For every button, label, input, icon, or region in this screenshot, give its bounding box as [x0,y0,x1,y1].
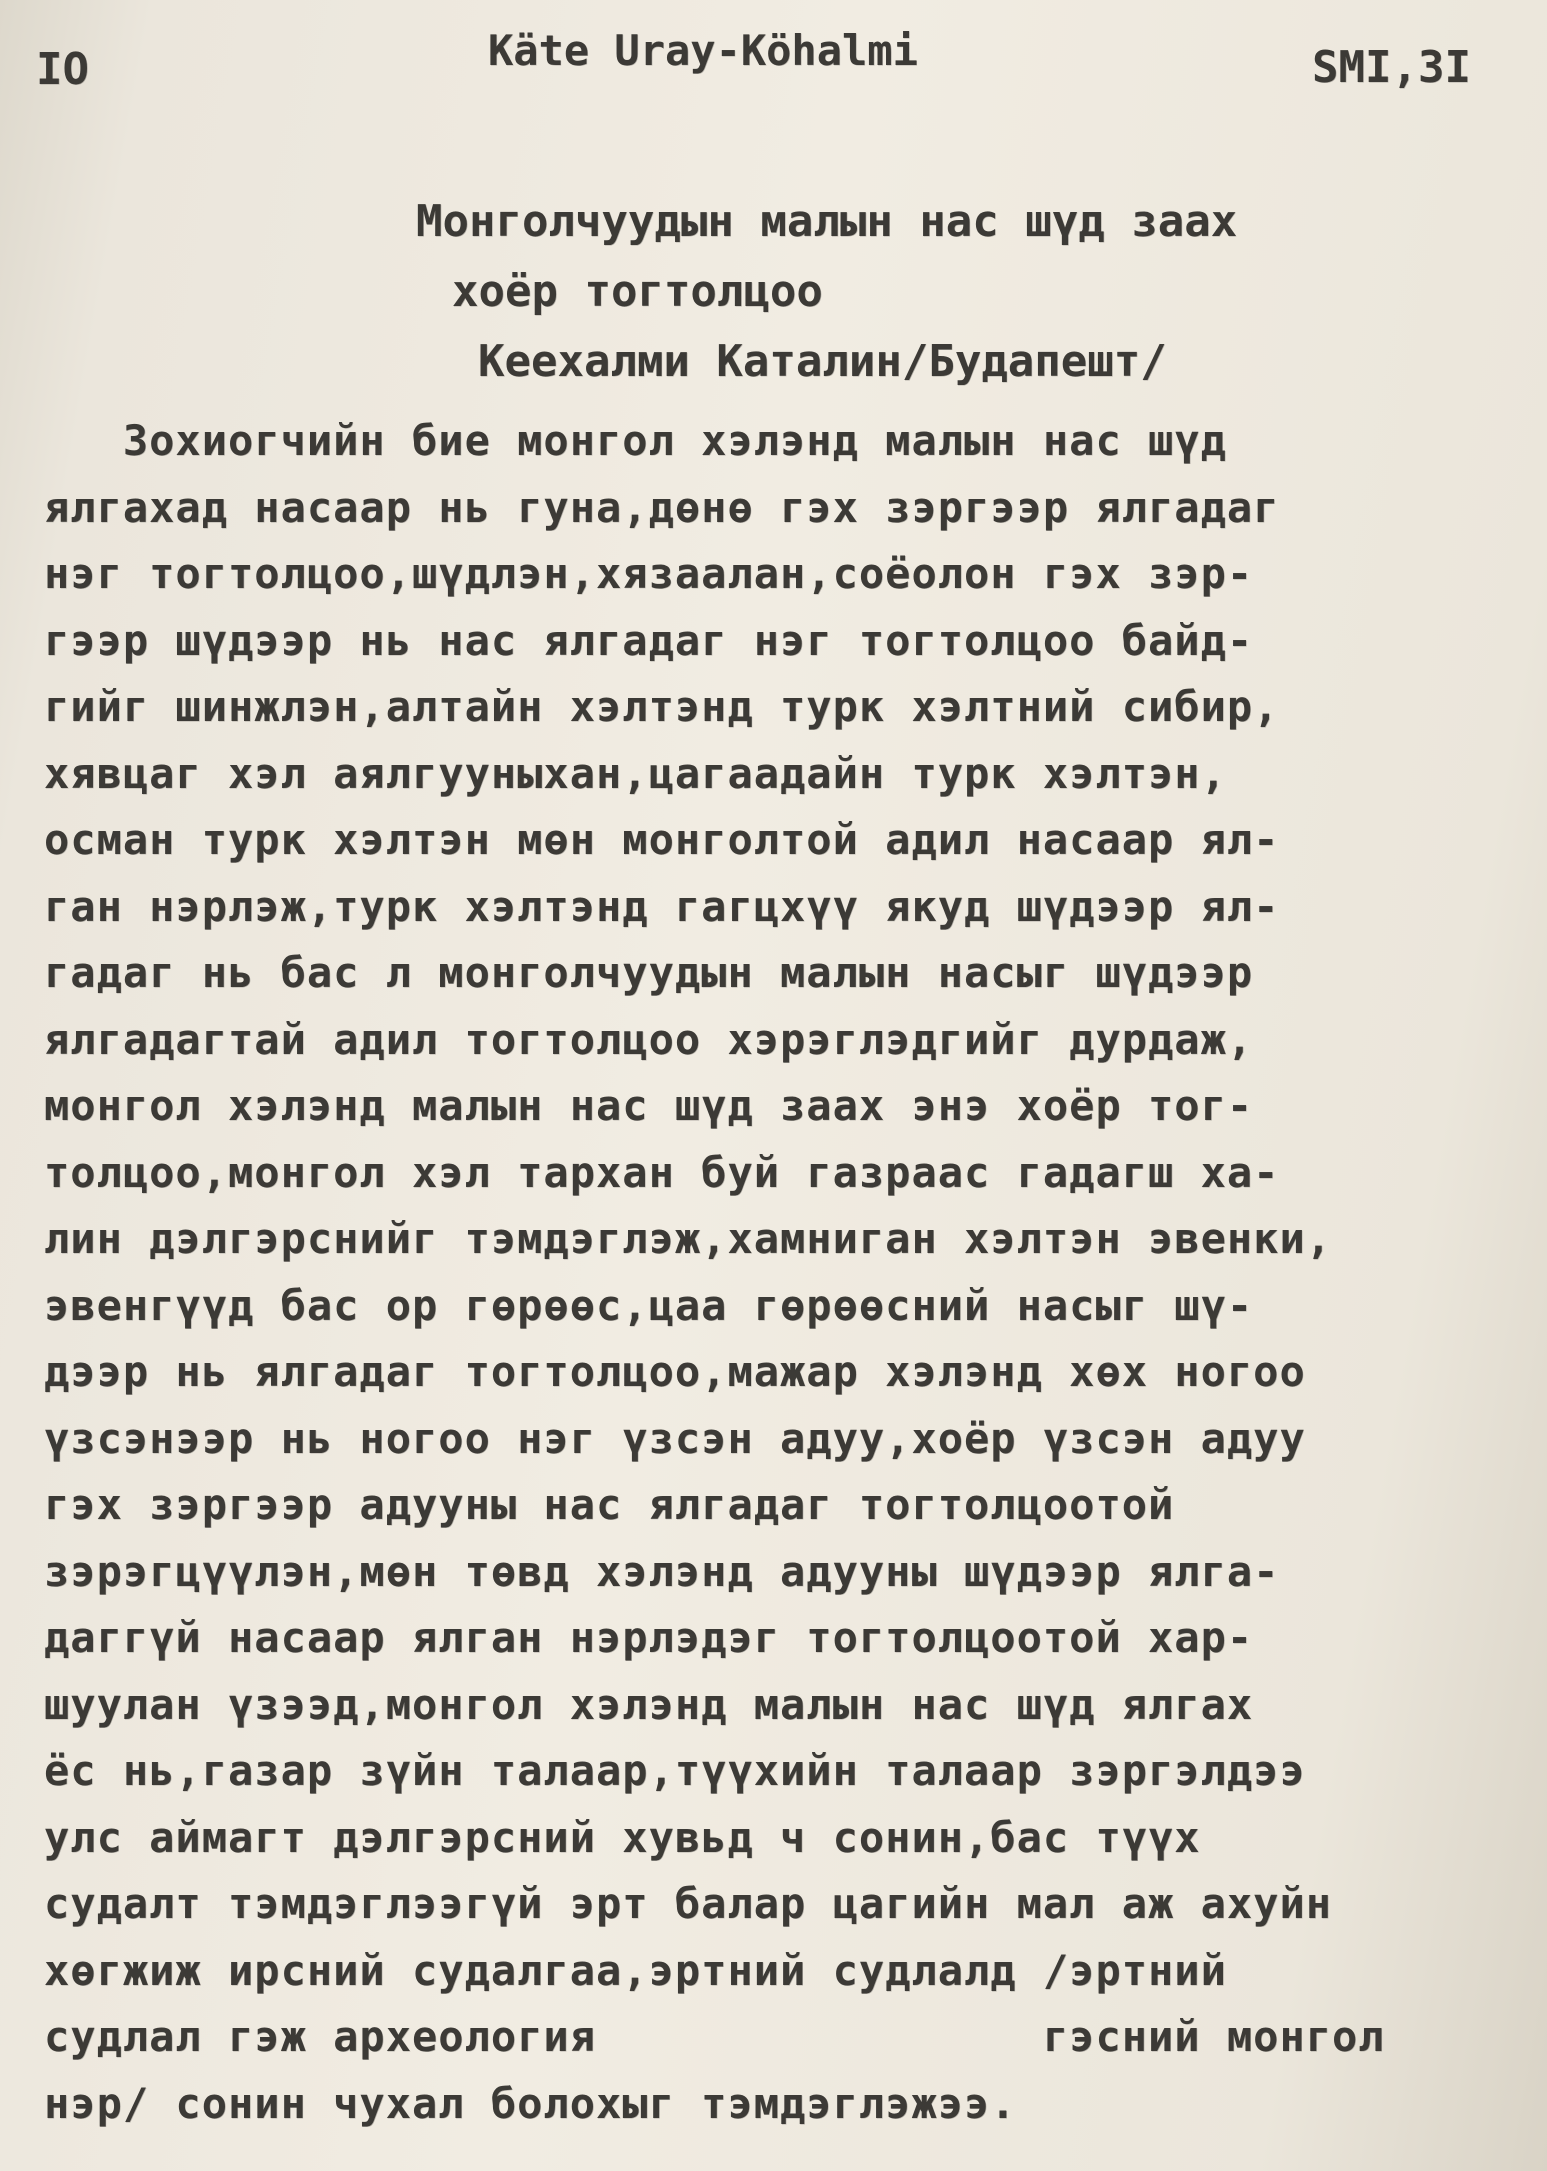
body-line: гадаг нь бас л монголчуудын малын насыг шүдээр [44,948,1254,997]
body-line: гийг шинжлэн,алтайн хэлтэнд турк хэлтний сибир, [44,682,1280,731]
body-line: толцоо,монгол хэл тархан буй газраас гадагш ха- [44,1147,1280,1197]
body-line: даггүй насаар ялган нэрлэдэг тогтолцоотой хар- [44,1613,1254,1662]
body-line: судалт тэмдэглээгүй эрт балар цагийн мал аж ахуйн [44,1879,1333,1928]
page-header [0,22,1547,95]
body-line: ган нэрлэж,турк хэлтэнд гагцхүү якуд шүдээр ял- [44,881,1280,931]
article-author-line: Кеехалми Каталин/Будапешт/ [478,336,1167,387]
page-number: IO [36,44,89,95]
body-line: дээр нь ялгадаг тогтолцоо,мажар хэлэнд хөх ногоо [44,1347,1306,1396]
body-line: ялгахад насаар нь гуна,дөнө гэх зэргээр ялгадаг [44,482,1280,532]
running-title: Käte Uray-Köhalmi [488,26,918,75]
body-line: монгол хэлэнд малын нас шүд заах энэ хоёр тог- [44,1081,1254,1130]
article-title-line-1: Монголчуудын малын нас шүд заах [416,196,1238,247]
body-paragraph [44,408,1514,2137]
body-line: улс аймагт дэлгэрсний хувьд ч сонин,бас түүх [44,1812,1201,1862]
body-line: хөгжиж ирсний судалгаа,эртний судлалд /эртний [44,1945,1227,1995]
body-line: осман турк хэлтэн мөн монголтой адил насаар ял- [44,815,1280,864]
body-line: гээр шүдээр нь нас ялгадаг нэг тогтолцоо байд- [44,615,1254,665]
body-line: судлал гэж археология гэсний монгол [44,2012,1385,2061]
body-line: зэрэгцүүлэн,мөн төвд хэлэнд адууны шүдээр ялга- [44,1546,1280,1596]
series-reference: SMI,3I [1312,42,1471,93]
body-line: нэг тогтолцоо,шүдлэн,хязаалан,соёолон гэх зэр- [44,549,1254,598]
body-line: Зохиогчийн бие монгол хэлэнд малын нас шүд [44,416,1227,465]
body-line: ёс нь,газар зүйн талаар,түүхийн талаар зэргэлдээ [44,1746,1306,1795]
body-line: шуулан үзээд,монгол хэлэнд малын нас шүд ялгах [44,1679,1254,1729]
body-line: хявцаг хэл аялгууныхан,цагаадайн турк хэлтэн, [44,748,1227,798]
body-line: нэр/ сонин чухал болохыг тэмдэглэжээ. [44,2078,1017,2128]
body-line: гэх зэргээр адууны нас ялгадаг тогтолцоотой [44,1480,1175,1529]
body-line: эвенгүүд бас ор гөрөөс,цаа гөрөөсний насыг шү- [44,1280,1254,1330]
body-line: лин дэлгэрснийг тэмдэглэж,хамниган хэлтэн эвенки, [44,1214,1333,1263]
article-title-line-2: хоёр тогтолцоо [452,266,823,317]
body-line: ялгадагтай адил тогтолцоо хэрэглэдгийг дурдаж, [44,1014,1254,1064]
body-line: үзсэнээр нь ногоо нэг үзсэн адуу,хоёр үзсэн адуу [44,1413,1306,1463]
